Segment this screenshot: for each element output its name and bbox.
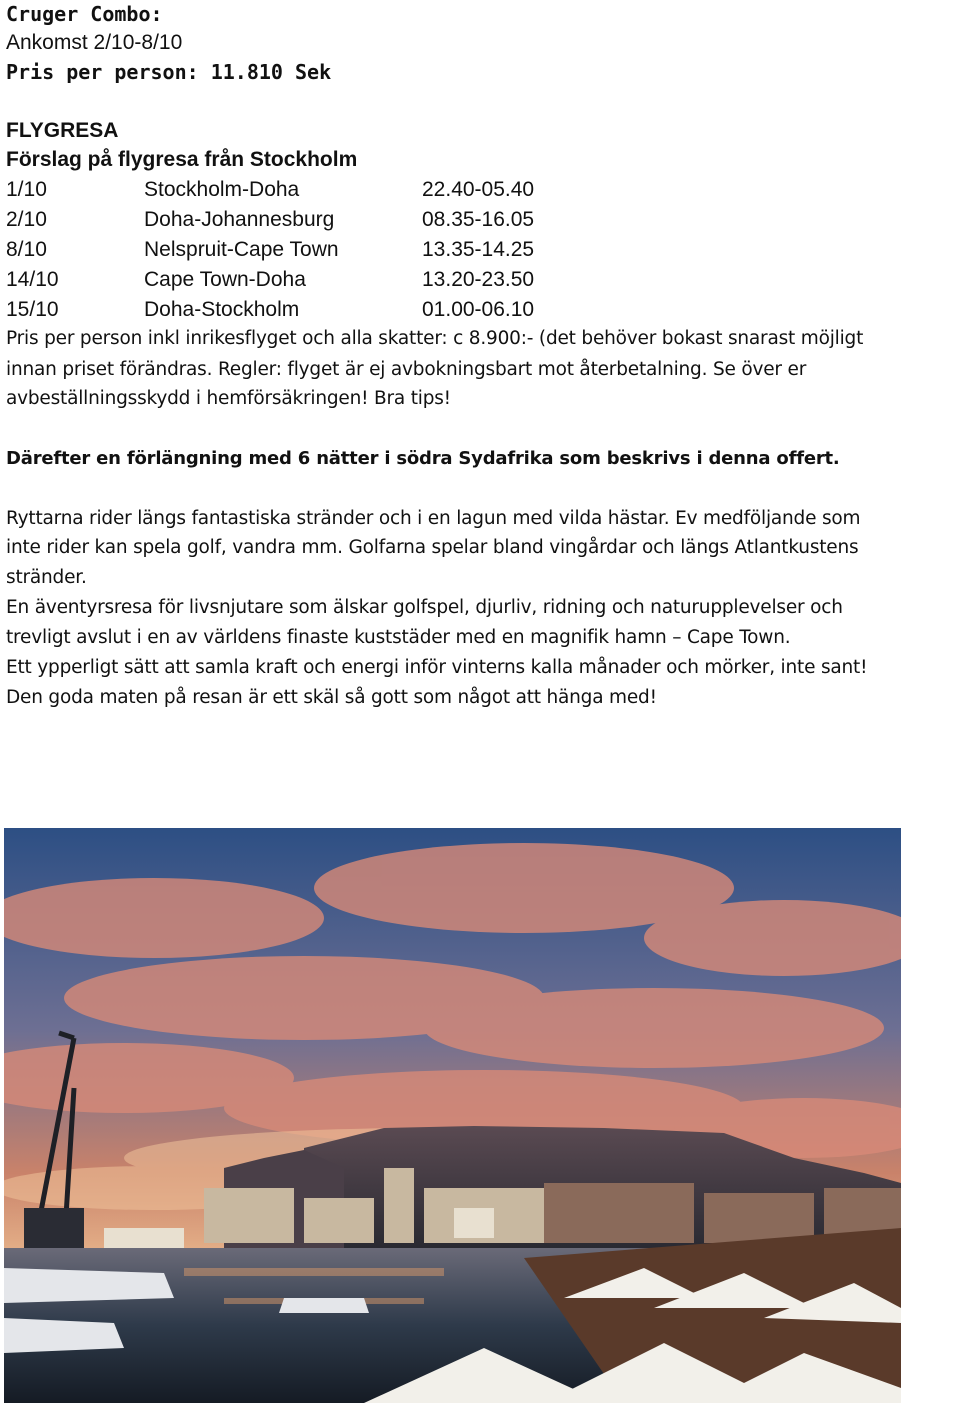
flight-route: Nelspruit-Cape Town — [144, 238, 339, 261]
flight-date: 1/10 — [6, 178, 47, 201]
flight-route: Doha-Johannesburg — [144, 208, 335, 231]
flight-date: 14/10 — [6, 268, 59, 291]
flight-date: 15/10 — [6, 298, 59, 321]
flight-heading: FLYGRESA — [6, 119, 119, 142]
description-line: stränder. — [6, 567, 87, 588]
price-per-person: Pris per person: 11.810 Sek — [6, 60, 332, 84]
arrival-dates: Ankomst 2/10-8/10 — [6, 31, 183, 54]
description-line: trevligt avslut i en av världens finaste kuststäder med en magnifik hamn – Cape Town. — [6, 627, 791, 648]
price-note-line: avbeställningsskydd i hemförsäkringen! Bra tips! — [6, 388, 451, 409]
flight-route: Doha-Stockholm — [144, 298, 300, 321]
description-line: Den goda maten på resan är ett skäl så gott som något att hänga med! — [6, 687, 657, 708]
extension-text: Därefter en förlängning med 6 nätter i södra Sydafrika som beskrivs i denna offert. — [6, 448, 840, 469]
flight-time: 22.40-05.40 — [422, 178, 535, 201]
flight-route: Stockholm-Doha — [144, 178, 300, 201]
flight-subheading: Förslag på flygresa från Stockholm — [6, 148, 358, 171]
flight-time: 08.35-16.05 — [422, 208, 535, 231]
flight-time: 01.00-06.10 — [422, 298, 535, 321]
description-line: inte rider kan spela golf, vandra mm. Golfarna spelar bland vingårdar och längs Atlantkustens — [6, 537, 859, 558]
cape-town-harbour-photo — [4, 828, 901, 1403]
flight-date: 8/10 — [6, 238, 47, 261]
flight-time: 13.35-14.25 — [422, 238, 535, 261]
flight-route: Cape Town-Doha — [144, 268, 306, 291]
description-line: En äventyrsresa för livsnjutare som älskar golfspel, djurliv, ridning och naturupplevelser och — [6, 597, 843, 618]
price-note-line: Pris per person inkl inrikesflyget och alla skatter: c 8.900:- (det behöver bokast snarast möjligt — [6, 328, 864, 349]
description-line: Ett ypperligt sätt att samla kraft och energi inför vinterns kalla månader och mörker, inte sant! — [6, 657, 868, 678]
price-note-line: innan priset förändras. Regler: flyget är ej avbokningsbart mot återbetalning. Se över er — [6, 359, 807, 380]
description-line: Ryttarna rider längs fantastiska stränder och i en lagun med vilda hästar. Ev medföljande som — [6, 508, 861, 529]
flight-time: 13.20-23.50 — [422, 268, 535, 291]
flight-date: 2/10 — [6, 208, 47, 231]
offer-title: Cruger Combo: — [6, 2, 163, 26]
